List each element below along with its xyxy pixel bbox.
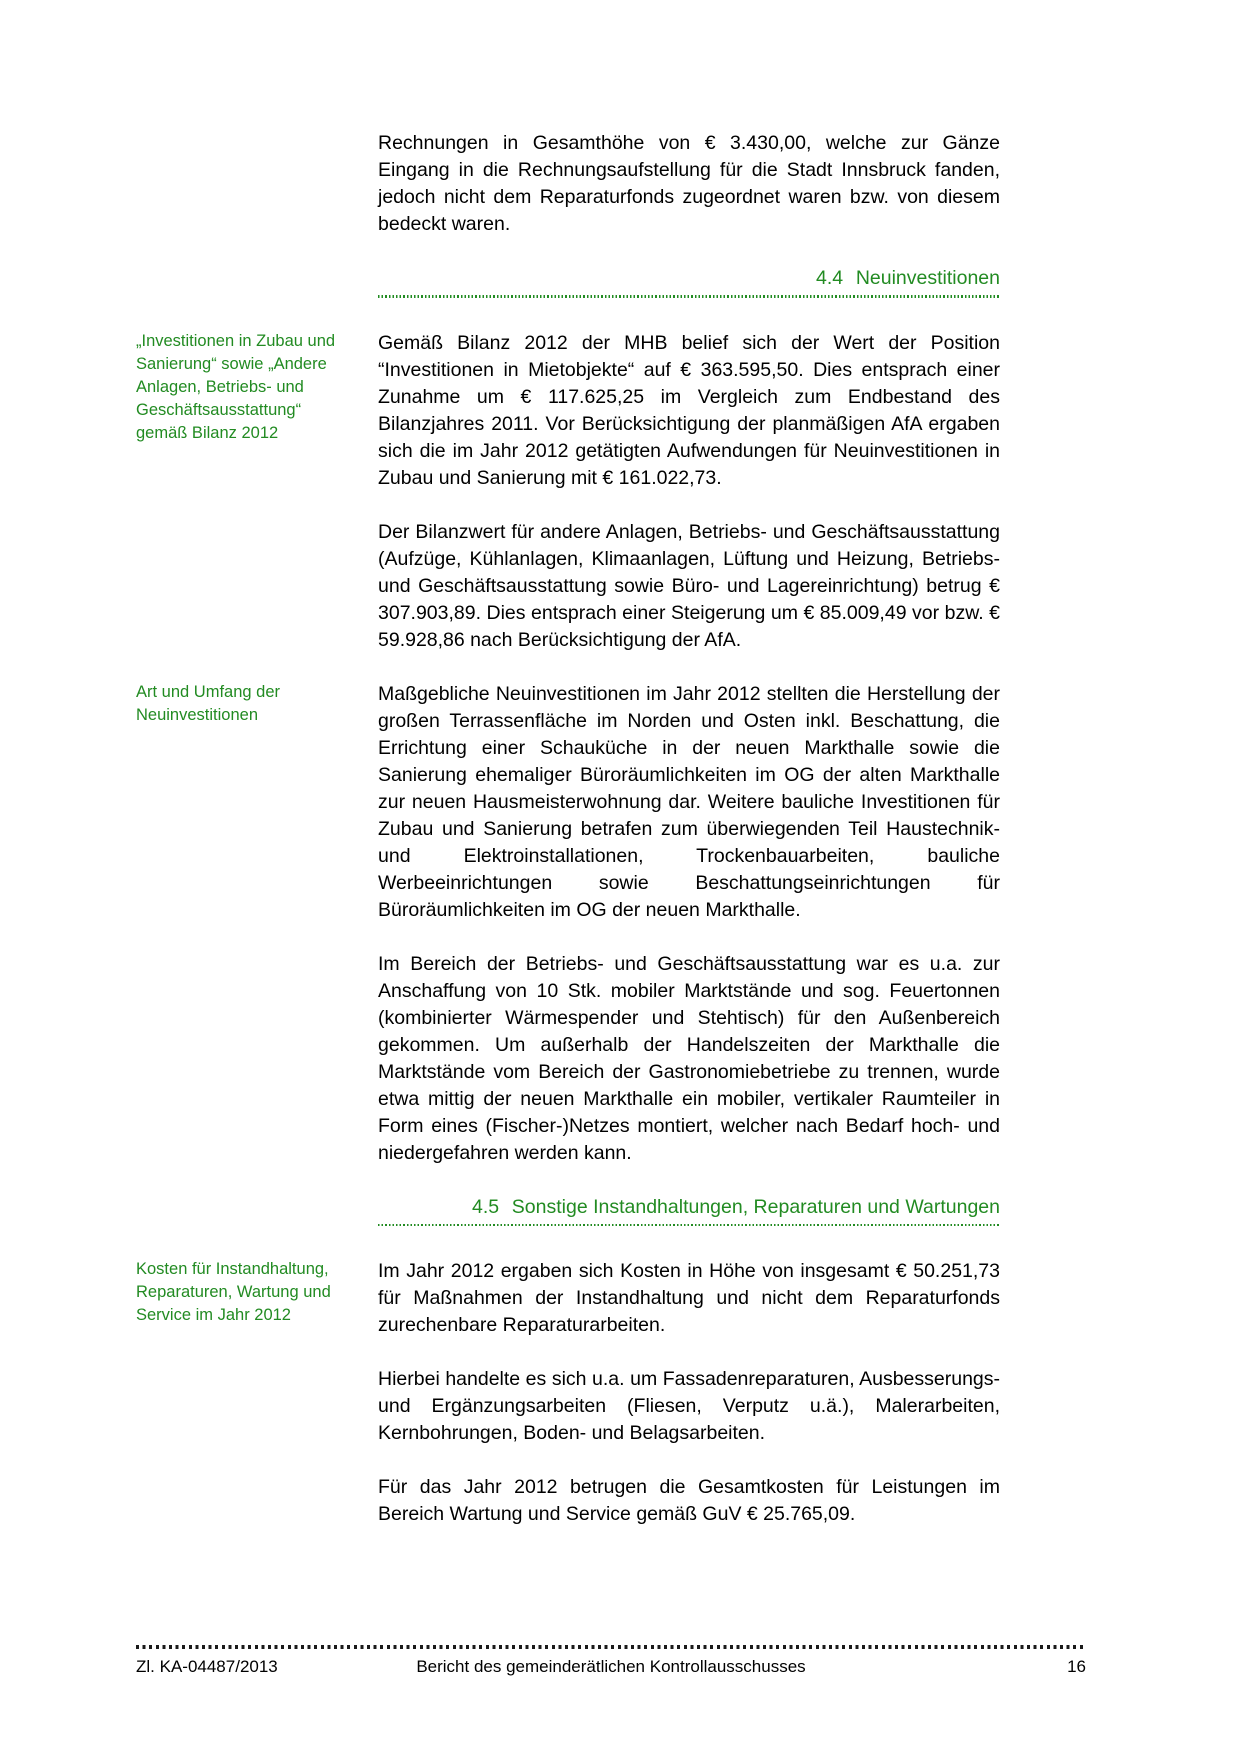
section-4-4-paragraph-2: Der Bilanzwert für andere Anlagen, Betriebs- und Geschäftsausstattung (Aufzüge, Kühlanlagen, Klimaanlagen, Lüftung und Heizung, Betriebs- und Geschäftsausstattung sowie Büro- und Lagereinrichtung) betrug € 307.903,89. Dies entsprach einer Steigerung um € 85.009,49 vor bzw. € 59.928,86 nach Berücksichtigung der AfA. — [378, 520, 1000, 651]
section-4-5-title: Sonstige Instandhaltungen, Reparaturen und Wartungen — [511, 1195, 1000, 1218]
section-4-5-paragraph-1: Im Jahr 2012 ergaben sich Kosten in Höhe von insgesamt € 50.251,73 für Maßnahmen der Instandhaltung und nicht dem Reparaturfonds zurechenbare Reparaturarbeiten. — [378, 1260, 1000, 1336]
section-4-5-block-1 — [136, 1258, 1000, 1339]
section-4-4-paragraph-4: Im Bereich der Betriebs- und Geschäftsausstattung war es u.a. zur Anschaffung von 10 Stk. mobiler Marktstände und sog. Feuertonnen (kombinierter Wärmespender und Stehtisch) für den Außenbereich gekommen. Um außerhalb der Handelszeiten der Markthalle die Marktstände vom Bereich der Gastronomiebetriebe zu trennen, wurde etwa mittig der neuen Markthalle ein mobiler, vertikaler Raumteiler in Form eines (Fischer-)Netzes montiert, welcher nach Bedarf hoch- und niedergefahren werden kann. — [378, 952, 1000, 1164]
intro-paragraph: Rechnungen in Gesamthöhe von € 3.430,00, welche zur Gänze Eingang in die Rechnungsaufstellung für die Stadt Innsbruck fanden, jedoch nicht dem Reparaturfonds zugeordnet waren bzw. von diesem bedeckt waren. — [378, 132, 1000, 235]
footer-page-number: 16 — [1067, 1656, 1086, 1676]
section-4-5-dotted-rule — [378, 1224, 1000, 1227]
section-4-4-heading-block — [378, 265, 1000, 298]
footer-line — [136, 1656, 1086, 1678]
footer-reference: Zl. KA-04487/2013 — [136, 1656, 278, 1676]
margin-note-kosten: Kosten für Instandhaltung, Reparaturen, Wartung und Service im Jahr 2012 — [136, 1260, 331, 1324]
section-4-4-paragraph-1: Gemäß Bilanz 2012 der MHB belief sich der Wert der Position “Investitionen in Mietobjekte“ auf € 363.595,50. Dies entsprach einer Zunahme um € 117.625,25 im Vergleich zum Endbestand des Bilanzjahres 2011. Vor Berücksichtigung der planmäßigen AfA ergaben sich die im Jahr 2012 getätigten Aufwendungen für Neuinvestitionen in Zubau und Sanierung mit € 161.022,73. — [378, 331, 1000, 489]
section-4-4-block-1 — [136, 330, 1000, 492]
margin-note-art-und-umfang: Art und Umfang der Neuinvestitionen — [136, 682, 280, 724]
section-4-4-block-4 — [136, 951, 1000, 1167]
section-4-4-paragraph-3: Maßgebliche Neuinvestitionen im Jahr 2012 stellten die Herstellung der großen Terrassenfläche im Norden und Osten inkl. Beschattung, die Errichtung einer Schauküche in der neuen Markthalle sowie die Sanierung ehemaliger Büroräumlichkeiten im OG der alten Markthalle zur neuen Hausmeisterwohnung dar. Weitere bauliche Investitionen für Zubau und Sanierung betrafen zum überwiegenden Teil Haustechnik- und Elektroinstallationen, Trockenbauarbeiten, bauliche Werbeeinrichtungen sowie Beschattungseinrichtungen für Büroräumlichkeiten im OG der neuen Markthalle. — [378, 682, 1000, 921]
section-4-4-block-3 — [136, 681, 1000, 924]
footer-report-title: Bericht des gemeinderätlichen Kontrollausschusses — [416, 1656, 806, 1676]
section-4-4-title: Neuinvestitionen — [855, 267, 1000, 289]
section-4-5-number: 4.5 — [472, 1195, 500, 1218]
footer-dotted-rule — [136, 1645, 1086, 1649]
section-4-4-number: 4.4 — [816, 267, 844, 289]
section-4-5-block-3 — [136, 1474, 1000, 1528]
section-4-5-block-2 — [136, 1366, 1000, 1447]
section-4-5-paragraph-2: Hierbei handelte es sich u.a. um Fassadenreparaturen, Ausbesserungs- und Ergänzungsarbeiten (Fliesen, Verputz u.ä.), Malerarbeiten, Kernbohrungen, Boden- und Belagsarbeiten. — [378, 1368, 1000, 1444]
section-4-4-dotted-rule — [378, 295, 1000, 298]
section-4-5-heading-block — [378, 1194, 1000, 1227]
section-4-4-block-2 — [136, 519, 1000, 654]
section-4-4-heading — [378, 265, 1000, 292]
page-footer — [136, 1645, 1086, 1678]
section-4-5-paragraph-3: Für das Jahr 2012 betrugen die Gesamtkosten für Leistungen im Bereich Wartung und Service gemäß GuV € 25.765,09. — [378, 1476, 1000, 1525]
intro-block — [136, 130, 1000, 238]
section-4-5-heading — [378, 1194, 1000, 1221]
margin-note-bilanz-2012: „Investitionen in Zubau und Sanierung“ sowie „Andere Anlagen, Betriebs- und Geschäftsausstattung“ gemäß Bilanz 2012 — [136, 331, 336, 442]
